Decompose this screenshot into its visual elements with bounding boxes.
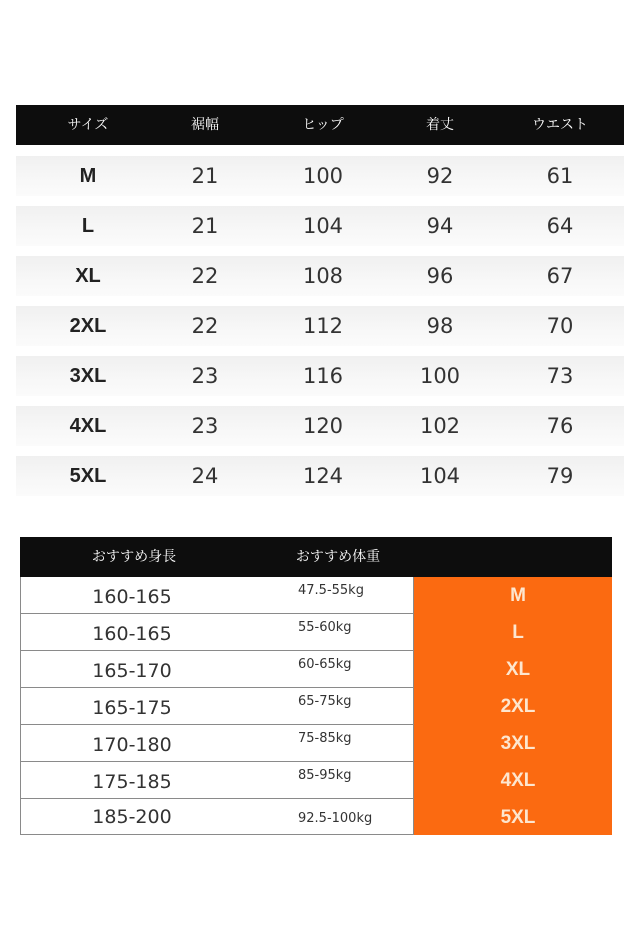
header-recommended-height: おすすめ身長 xyxy=(91,549,177,565)
height-range: 165-175 xyxy=(92,697,172,719)
recommendation-table xyxy=(20,537,612,835)
hem-width-value: 24 xyxy=(191,464,219,488)
size-label: 2XL xyxy=(69,315,107,337)
recommendation-row xyxy=(20,762,414,799)
waist-value: 73 xyxy=(546,364,574,388)
height-range: 170-180 xyxy=(92,734,172,756)
hip-value: 120 xyxy=(302,414,344,438)
hem-width-value: 23 xyxy=(191,414,219,438)
hip-value: 104 xyxy=(302,214,344,238)
weight-range: 92.5-100kg xyxy=(298,811,373,826)
recommended-size: 3XL xyxy=(500,733,536,754)
size-label: 4XL xyxy=(69,415,107,437)
size-label: 3XL xyxy=(69,365,107,387)
weight-range: 75-85kg xyxy=(298,731,352,746)
length-value: 92 xyxy=(426,164,454,188)
size-row xyxy=(16,456,624,496)
header-size: サイズ xyxy=(67,117,109,133)
recommendation-row xyxy=(20,614,414,651)
recommendation-row xyxy=(20,688,414,725)
header-waist: ウエスト xyxy=(532,117,588,133)
length-value: 94 xyxy=(426,214,454,238)
length-value: 100 xyxy=(419,364,461,388)
size-row xyxy=(16,406,624,446)
size-row xyxy=(16,306,624,346)
header-recommended-weight: おすすめ体重 xyxy=(295,549,381,565)
hem-width-value: 21 xyxy=(191,214,219,238)
size-row xyxy=(16,206,624,246)
waist-value: 67 xyxy=(546,264,574,288)
table-border-left xyxy=(20,577,21,835)
hip-value: 108 xyxy=(302,264,344,288)
weight-range: 85-95kg xyxy=(298,768,352,783)
size-row xyxy=(16,156,624,196)
recommendation-row xyxy=(20,725,414,762)
weight-range: 55-60kg xyxy=(298,620,352,635)
size-label: L xyxy=(81,215,95,237)
height-range: 165-170 xyxy=(92,660,172,682)
size-label: XL xyxy=(75,265,101,287)
recommended-size: M xyxy=(510,585,526,606)
length-value: 104 xyxy=(419,464,461,488)
recommendation-row xyxy=(20,651,414,688)
hip-value: 116 xyxy=(302,364,344,388)
header-hem-width: 裾幅 xyxy=(191,117,219,133)
recommended-size: 4XL xyxy=(500,770,536,791)
hem-width-value: 21 xyxy=(191,164,219,188)
height-range: 160-165 xyxy=(92,623,172,645)
waist-value: 76 xyxy=(546,414,574,438)
recommendation-header xyxy=(20,537,612,577)
header-hip: ヒップ xyxy=(302,117,344,133)
size-chart-table xyxy=(16,105,624,488)
recommended-size: 5XL xyxy=(500,807,536,828)
length-value: 96 xyxy=(426,264,454,288)
height-range: 175-185 xyxy=(92,771,172,793)
height-range: 185-200 xyxy=(92,806,172,828)
size-row xyxy=(16,356,624,396)
weight-range: 65-75kg xyxy=(298,694,352,709)
height-range: 160-165 xyxy=(92,586,172,608)
length-value: 102 xyxy=(419,414,461,438)
header-length: 着丈 xyxy=(426,117,454,133)
recommended-size: 2XL xyxy=(500,696,536,717)
recommendation-body xyxy=(20,577,612,835)
hem-width-value: 22 xyxy=(191,314,219,338)
recommended-size-column xyxy=(414,577,612,835)
hip-value: 124 xyxy=(302,464,344,488)
waist-value: 64 xyxy=(546,214,574,238)
recommended-size: XL xyxy=(505,659,531,680)
size-label: M xyxy=(79,165,97,187)
waist-value: 79 xyxy=(546,464,574,488)
size-label: 5XL xyxy=(69,465,107,487)
waist-value: 61 xyxy=(546,164,574,188)
recommendation-row xyxy=(20,577,414,614)
size-row xyxy=(16,256,624,296)
recommendation-row xyxy=(20,799,414,835)
waist-value: 70 xyxy=(546,314,574,338)
hem-width-value: 22 xyxy=(191,264,219,288)
length-value: 98 xyxy=(426,314,454,338)
weight-range: 60-65kg xyxy=(298,657,352,672)
size-chart-header xyxy=(16,105,624,145)
recommended-size: L xyxy=(512,622,524,643)
hem-width-value: 23 xyxy=(191,364,219,388)
hip-value: 100 xyxy=(302,164,344,188)
hip-value: 112 xyxy=(302,314,344,338)
weight-range: 47.5-55kg xyxy=(298,583,364,598)
